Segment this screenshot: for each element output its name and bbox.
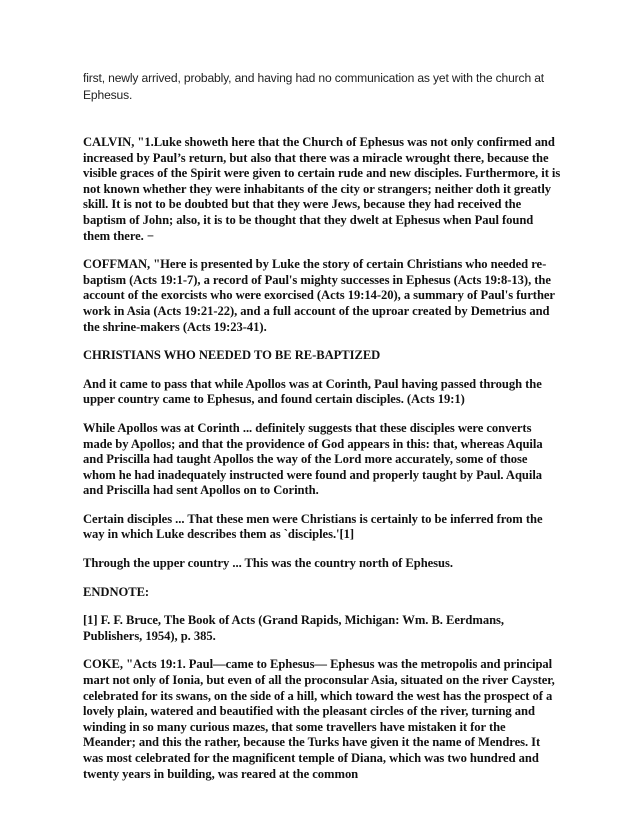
endnote-1: [1] F. F. Bruce, The Book of Acts (Grand Rapids, Michigan: Wm. B. Eerdmans, Publishers, 1954), p. 385. bbox=[83, 613, 504, 643]
paragraph-coke: COKE, "Acts 19:1. Paul—came to Ephesus— Ephesus was the metropolis and principal mart not only of Ionia, but even of all the proconsular Asia, situated on the river Cayster, celebrated for its swans, on the side of a hill, which toward the west has the prospect of a lovely plain, watered and beautified with the pleasant circles of the river, turning and winding in so many curious mazes, that some travellers have mistaken it for the Meander; and this the rather, because the Turks have given it the name of Mendres. It was most celebrated for the magnificent temple of Diana, which was two hundred and twenty years in building, was reared at the common bbox=[83, 657, 555, 781]
paragraph-calvin: CALVIN, "1.Luke showeth here that the Church of Ephesus was not only confirmed and increased by Paul’s return, but also that there was a miracle wrought there, because the visible graces of the Spirit were given to certain rude and new disciples. Furthermore, it is not known whether they were inhabitants of the city or strangers; neither doth it greatly skill. It is not to be doubted but that they were Jews, because they had received the baptism of John; also, it is to be thought that they dwelt at Ephesus when Paul found them there. − bbox=[83, 135, 561, 243]
endnote-heading: ENDNOTE: bbox=[83, 584, 150, 599]
paragraph-coffman: COFFMAN, "Here is presented by Luke the story of certain Christians who needed re-baptism (Acts 19:1-7), a record of Paul's mighty successes in Ephesus (Acts 19:8-13), the account of the exorcists who were exorcised (Acts 19:14-20), a summary of Paul's further work in Asia (Acts 19:21-22), and a full account of the uproar created by Demetrius and the shrine-makers (Acts 19:23-41). bbox=[83, 257, 555, 334]
paragraph-acts-19-1: And it came to pass that while Apollos was at Corinth, Paul having passed through the upper country came to Ephesus, and found certain disciples. (Acts 19:1) bbox=[83, 376, 542, 407]
paragraph-intro-continuation: first, newly arrived, probably, and having had no communication as yet with the church at Ephesus. bbox=[83, 71, 545, 102]
paragraph-certain-disciples: Certain disciples ... That these men were Christians is certainly to be inferred from the way in which Luke describes them as `disciples.'[1] bbox=[83, 511, 543, 542]
section-heading: CHRISTIANS WHO NEEDED TO BE RE-BAPTIZED bbox=[83, 348, 381, 363]
document-page bbox=[83, 70, 561, 794]
paragraph-upper-country: Through the upper country ... This was the country north of Ephesus. bbox=[83, 556, 453, 571]
paragraph-apollos-corinth: While Apollos was at Corinth ... definitely suggests that these disciples were converts made by Apollos; and that the providence of God appears in this: that, whereas Aquila and Priscilla had taught Apollos the way of the Lord more accurately, some of those whom he had inadequately instructed were found and properly taught by Paul. Aquila and Priscilla had sent Apollos on to Corinth. bbox=[83, 420, 543, 498]
